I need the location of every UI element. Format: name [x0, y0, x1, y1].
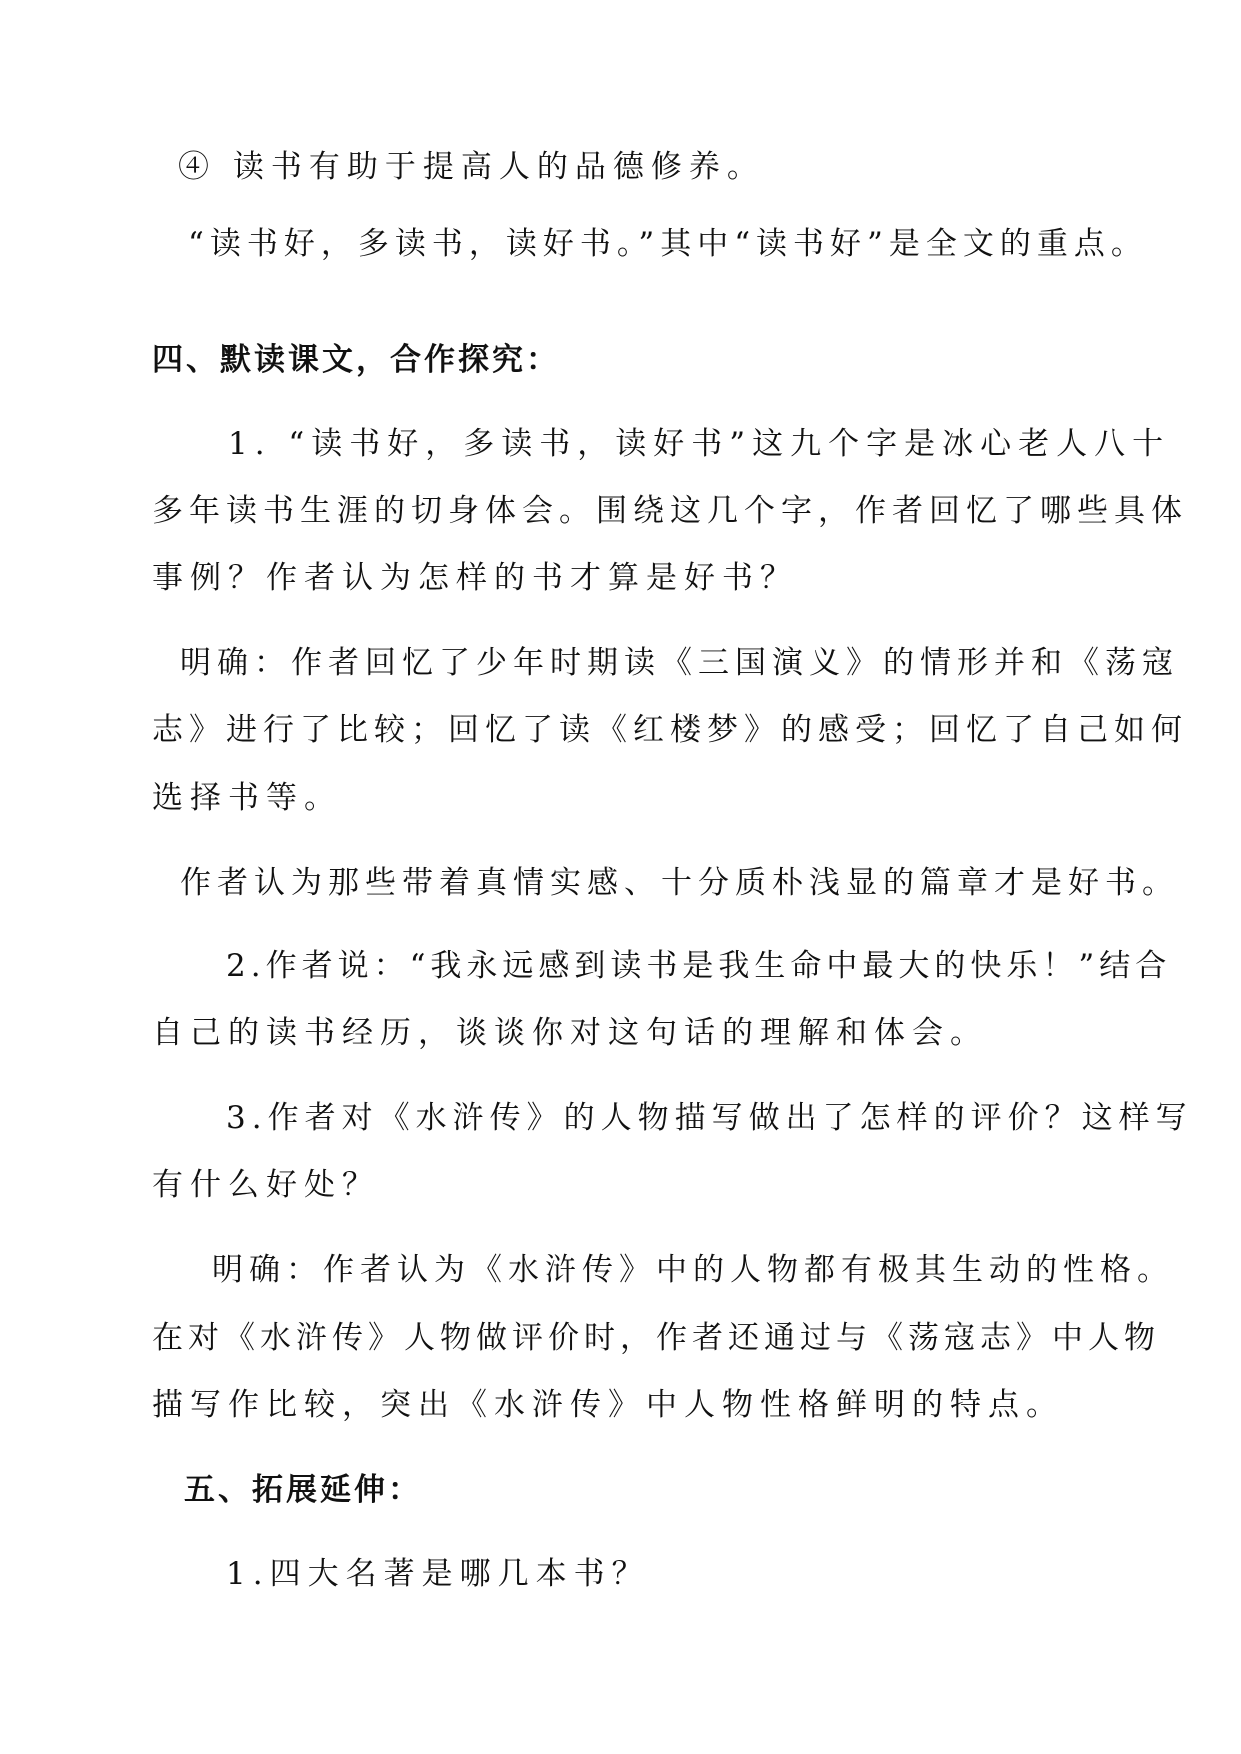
answer-1-line-2: 志》进行了比较；回忆了读《红楼梦》的感受；回忆了自己如何: [152, 712, 1188, 748]
answer-3-line-1: 明确：作者认为《水浒传》中的人物都有极其生动的性格。: [212, 1252, 1174, 1288]
section-heading-4: 四、默读课文，合作探究：: [152, 342, 560, 378]
answer-1-line-1: 明确：作者回忆了少年时期读《三国演义》的情形并和《荡寇: [180, 645, 1179, 681]
question-1-line-3: 事例？作者认为怎样的书才算是好书？: [152, 560, 798, 596]
question-1-line-2: 多年读书生涯的切身体会。围绕这几个字，作者回忆了哪些具体: [152, 493, 1188, 529]
list-item-4: ④ 读书有助于提高人的品德修养。: [178, 149, 765, 185]
section-heading-5: 五、拓展延伸：: [184, 1472, 422, 1508]
answer-1-line-3: 选择书等。: [152, 780, 342, 816]
summary-paragraph: “读书好，多读书，读好书。”其中“读书好”是全文的重点。: [188, 226, 1148, 262]
question-1-line-1: 1. “读书好，多读书，读好书”这九个字是冰心老人八十: [228, 426, 1171, 462]
answer-1-line-4: 作者认为那些带着真情实感、十分质朴浅显的篇章才是好书。: [180, 865, 1179, 901]
question-3-line-1: 3.作者对《水浒传》的人物描写做出了怎样的评价？这样写: [226, 1100, 1193, 1136]
answer-3-line-3: 描写作比较，突出《水浒传》中人物性格鲜明的特点。: [152, 1387, 1064, 1423]
extension-question-1: 1.四大名著是哪几本书？: [226, 1556, 650, 1592]
question-3-line-2: 有什么好处？: [152, 1167, 380, 1203]
answer-3-line-2: 在对《水浒传》人物做评价时，作者还通过与《荡寇志》中人物: [152, 1320, 1160, 1356]
question-2-line-2: 自己的读书经历，谈谈你对这句话的理解和体会。: [152, 1015, 988, 1051]
question-2-line-1: 2.作者说：“我永远感到读书是我生命中最大的快乐！”结合: [226, 948, 1172, 984]
